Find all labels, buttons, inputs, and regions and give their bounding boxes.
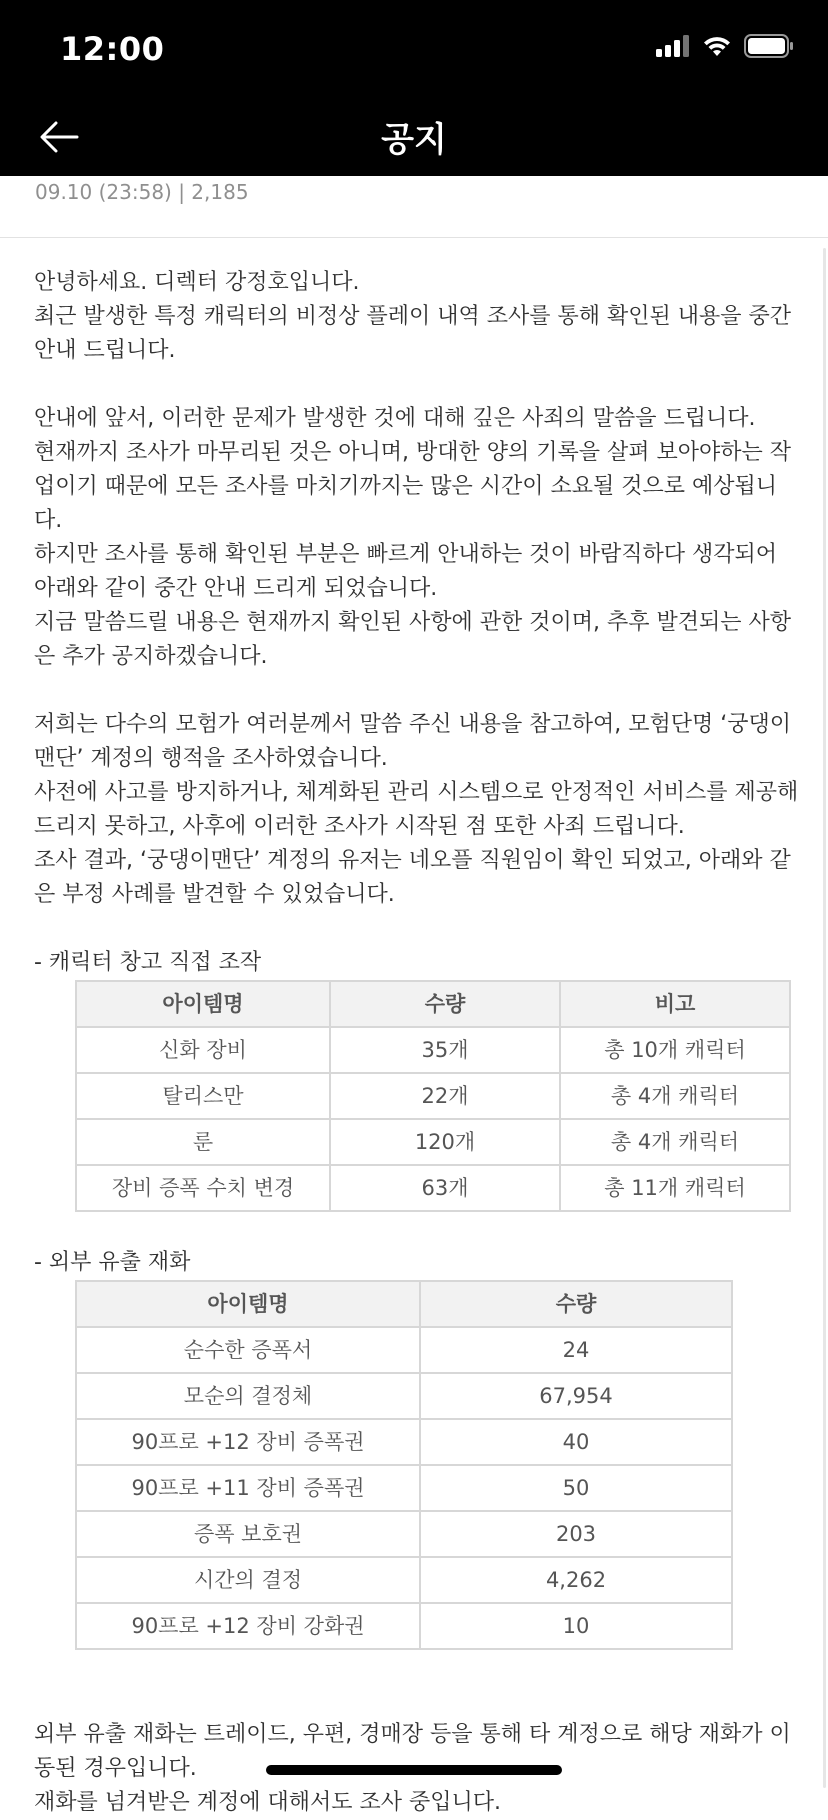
text-line: 안내에 앞서, 이러한 문제가 발생한 것에 대해 깊은 사죄의 말씀을 드립니다. bbox=[34, 406, 756, 431]
table-cell: 50 bbox=[420, 1465, 732, 1511]
table-cell: 24 bbox=[420, 1327, 732, 1373]
table-cell: 90프로 +12 장비 증폭권 bbox=[76, 1419, 420, 1465]
status-icons bbox=[656, 34, 794, 58]
table-cell: 증폭 보호권 bbox=[76, 1511, 420, 1557]
status-time: 12:00 bbox=[60, 30, 165, 68]
battery-icon bbox=[744, 34, 794, 58]
table-cell: 22개 bbox=[330, 1073, 560, 1119]
status-bar bbox=[0, 0, 828, 98]
table-row bbox=[76, 1557, 732, 1603]
home-indicator[interactable] bbox=[266, 1765, 562, 1775]
article-body bbox=[34, 266, 804, 1820]
table-cell: 시간의 결정 bbox=[76, 1557, 420, 1603]
text-line: 안녕하세요. 디렉터 강정호입니다. bbox=[34, 270, 360, 295]
text-line: 저희는 다수의 모험가 여러분께서 말씀 주신 내용을 참고하여, 모험단명 ‘궁댕이맨단’ 계정의 행적을 조사하였습니다. bbox=[34, 712, 791, 771]
table-cell: 40 bbox=[420, 1419, 732, 1465]
table-cell: 120개 bbox=[330, 1119, 560, 1165]
table-cell: 총 4개 캐릭터 bbox=[560, 1073, 790, 1119]
table-cell: 90프로 +11 장비 증폭권 bbox=[76, 1465, 420, 1511]
table-cell: 장비 증폭 수치 변경 bbox=[76, 1165, 330, 1211]
table-header: 아이템명 bbox=[76, 981, 330, 1027]
text-line: 최근 발생한 특정 캐릭터의 비정상 플레이 내역 조사를 통해 확인된 내용을 중간 안내 드립니다. bbox=[34, 304, 791, 363]
table-header: 수량 bbox=[420, 1281, 732, 1327]
text-line: 지금 말씀드릴 내용은 현재까지 확인된 사항에 관한 것이며, 추후 발견되는 사항은 추가 공지하겠습니다. bbox=[34, 610, 791, 669]
text-line: 사전에 사고를 방지하거나, 체계화된 관리 시스템으로 안정적인 서비스를 제공해 드리지 못하고, 사후에 이러한 조사가 시작된 점 또한 사죄 드립니다. bbox=[34, 780, 799, 839]
table-header-row bbox=[76, 981, 790, 1027]
text-line: 현재까지 조사가 마무리된 것은 아니며, 방대한 양의 기록을 살펴 보아야하는 작업이기 때문에 모든 조사를 마치기까지는 많은 시간이 소요될 것으로 예상됩니다. bbox=[34, 440, 791, 533]
table-cell: 203 bbox=[420, 1511, 732, 1557]
table-cell: 10 bbox=[420, 1603, 732, 1649]
table-header: 수량 bbox=[330, 981, 560, 1027]
table-cell: 모순의 결정체 bbox=[76, 1373, 420, 1419]
signal-bars-icon bbox=[656, 35, 690, 57]
page-title: 공지 bbox=[381, 120, 447, 160]
text-line: 재화를 넘겨받은 계정에 대해서도 조사 중입니다. bbox=[34, 1790, 502, 1815]
table-row bbox=[76, 1465, 732, 1511]
scrollbar[interactable] bbox=[823, 248, 826, 1788]
table-row bbox=[76, 1027, 790, 1073]
paragraph-apology bbox=[34, 402, 804, 674]
wifi-icon bbox=[702, 35, 732, 57]
navigation-bar bbox=[0, 98, 828, 176]
section-label-leaked: - 외부 유출 재화 bbox=[34, 1250, 191, 1275]
text-line: 하지만 조사를 통해 확인된 부분은 빠르게 안내하는 것이 바람직하다 생각되어 아래와 같이 중간 안내 드리게 되었습니다. bbox=[34, 542, 778, 601]
paragraph-greeting bbox=[34, 266, 804, 368]
table-cell: 총 10개 캐릭터 bbox=[560, 1027, 790, 1073]
table-cell: 90프로 +12 장비 강화권 bbox=[76, 1603, 420, 1649]
warehouse-table bbox=[75, 980, 791, 1212]
table-row bbox=[76, 1073, 790, 1119]
table-cell: 순수한 증폭서 bbox=[76, 1327, 420, 1373]
leaked-currency-table bbox=[75, 1280, 733, 1650]
table-cell: 탈리스만 bbox=[76, 1073, 330, 1119]
table-cell: 총 4개 캐릭터 bbox=[560, 1119, 790, 1165]
table-row bbox=[76, 1603, 732, 1649]
table-row bbox=[76, 1419, 732, 1465]
table-cell: 4,262 bbox=[420, 1557, 732, 1603]
section-label-warehouse: - 캐릭터 창고 직접 조작 bbox=[34, 950, 262, 975]
table-header-row bbox=[76, 1281, 732, 1327]
post-meta: 09.10 (23:58) | 2,185 bbox=[35, 180, 249, 204]
table-header: 비고 bbox=[560, 981, 790, 1027]
paragraph-investigation bbox=[34, 708, 804, 912]
table-header: 아이템명 bbox=[76, 1281, 420, 1327]
table-row bbox=[76, 1511, 732, 1557]
table-row bbox=[76, 1119, 790, 1165]
table-row bbox=[76, 1373, 732, 1419]
table-cell: 63개 bbox=[330, 1165, 560, 1211]
text-line: 조사 결과, ‘궁댕이맨단’ 계정의 유저는 네오플 직원임이 확인 되었고, 아래와 같은 부정 사례를 발견할 수 있었습니다. bbox=[34, 848, 791, 907]
table-cell: 총 11개 캐릭터 bbox=[560, 1165, 790, 1211]
table-cell: 신화 장비 bbox=[76, 1027, 330, 1073]
table-row bbox=[76, 1165, 790, 1211]
table-cell: 35개 bbox=[330, 1027, 560, 1073]
table-row bbox=[76, 1327, 732, 1373]
divider bbox=[0, 237, 828, 238]
text-line: 외부 유출 재화는 트레이드, 우편, 경매장 등을 통해 타 계정으로 해당 재화가 이동된 경우입니다. bbox=[34, 1722, 791, 1781]
table-cell: 룬 bbox=[76, 1119, 330, 1165]
table-cell: 67,954 bbox=[420, 1373, 732, 1419]
